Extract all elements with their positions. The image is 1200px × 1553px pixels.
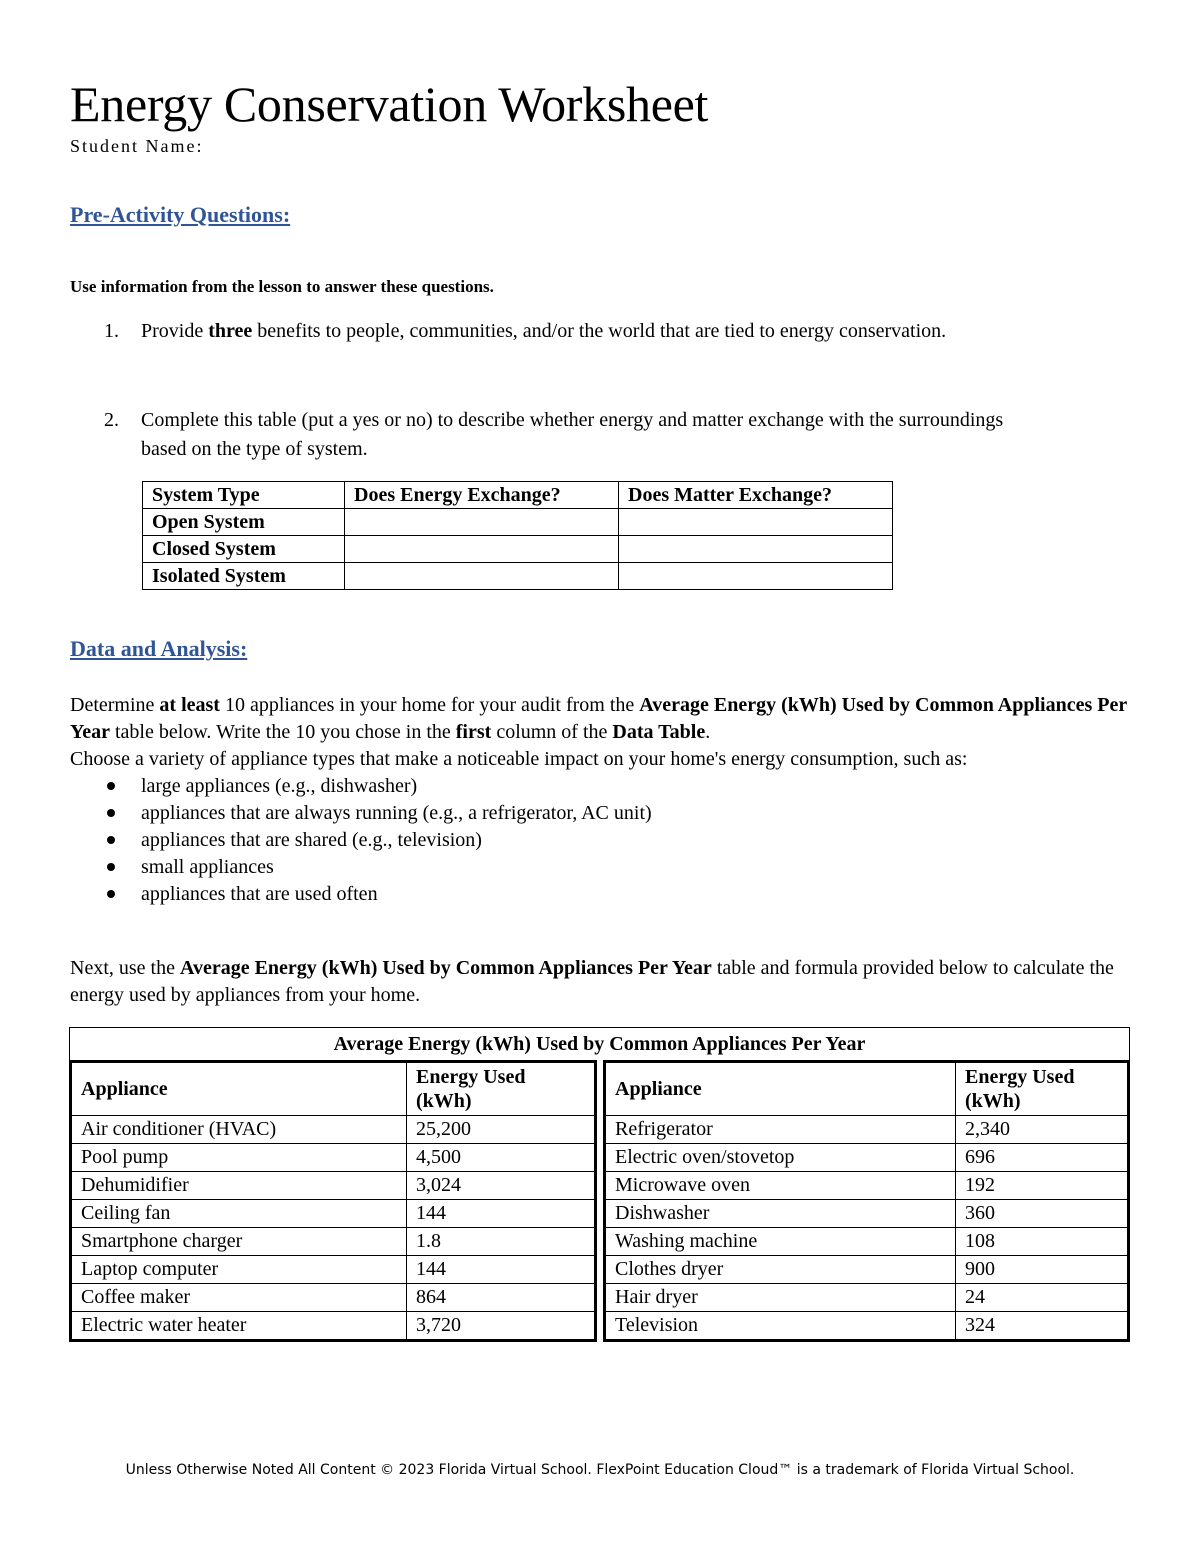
- list-item: appliances that are always running (e.g., a refrigerator, AC unit): [70, 800, 1140, 827]
- instructions-paragraph: Determine at least 10 appliances in your home for your audit from the Average Energy (kWh) Used by Common Appliances Per Year table below. Write the 10 you chose in the first column of the Data Table. Choose a variety of appliance types that make a noticeable impact on your home's energy consumption, such as: large appliances (e.g., dishwasher) appliances that are always running (e.g., a refrigerator, AC unit) appliances that are shared (e.g., television) small appliances appliances that are used often: [70, 692, 1140, 908]
- appliance-column-header: Appliance: [606, 1063, 956, 1116]
- student-name-label: Student Name:: [70, 136, 204, 156]
- system-table-header: System Type: [143, 482, 345, 509]
- system-table-header: Does Matter Exchange?: [619, 482, 893, 509]
- appliance-name: Dishwasher: [606, 1200, 956, 1228]
- appliance-name: Ceiling fan: [72, 1200, 407, 1228]
- appliance-name: Coffee maker: [72, 1284, 407, 1312]
- list-item: appliances that are shared (e.g., television): [70, 827, 1140, 854]
- energy-exchange-answer-cell[interactable]: [345, 536, 619, 563]
- appliance-name: Clothes dryer: [606, 1256, 956, 1284]
- appliance-table-left: [69, 1060, 597, 1342]
- appliance-kwh: 144: [407, 1256, 595, 1284]
- appliance-name: Laptop computer: [72, 1256, 407, 1284]
- question-1: [0, 317, 1200, 347]
- appliance-table-right: [603, 1060, 1130, 1342]
- appliance-name: Hair dryer: [606, 1284, 956, 1312]
- system-type-cell: Isolated System: [143, 563, 345, 590]
- question-2-text: Complete this table (put a yes or no) to describe whether energy and matter exchange with the surroundings based on the type of system.: [141, 409, 1004, 460]
- system-type-table: [142, 481, 893, 590]
- appliance-name: Pool pump: [72, 1144, 407, 1172]
- appliance-kwh: 3,720: [407, 1312, 595, 1340]
- appliance-kwh: 192: [956, 1172, 1128, 1200]
- appliance-name: Refrigerator: [606, 1116, 956, 1144]
- appliance-kwh: 3,024: [407, 1172, 595, 1200]
- appliance-name: Television: [606, 1312, 956, 1340]
- appliance-type-list: [70, 773, 1140, 908]
- system-type-cell: Closed System: [143, 536, 345, 563]
- question-2-number: 2.: [104, 409, 119, 431]
- appliance-table-caption: Average Energy (kWh) Used by Common Appliances Per Year: [69, 1027, 1130, 1060]
- appliance-name: Microwave oven: [606, 1172, 956, 1200]
- question-1-number: 1.: [104, 320, 119, 342]
- system-type-cell: Open System: [143, 509, 345, 536]
- appliance-kwh: 24: [956, 1284, 1128, 1312]
- appliance-kwh: 144: [407, 1200, 595, 1228]
- page-title: Energy Conservation Worksheet: [70, 76, 709, 132]
- appliance-kwh: 864: [407, 1284, 595, 1312]
- list-item: appliances that are used often: [70, 881, 1140, 908]
- appliance-name: Washing machine: [606, 1228, 956, 1256]
- question-1-text: Provide three benefits to people, communities, and/or the world that are tied to energy conservation.: [141, 320, 947, 342]
- energy-exchange-answer-cell[interactable]: [345, 563, 619, 590]
- appliance-kwh: 2,340: [956, 1116, 1128, 1144]
- data-analysis-heading: Data and Analysis:: [70, 636, 248, 661]
- appliance-kwh: 25,200: [407, 1116, 595, 1144]
- appliance-kwh: 108: [956, 1228, 1128, 1256]
- matter-exchange-answer-cell[interactable]: [619, 563, 893, 590]
- copyright-footer: Unless Otherwise Noted All Content © 2023 Florida Virtual School. FlexPoint Education Cloud™ is a trademark of Florida Virtual School.: [125, 1462, 1075, 1478]
- energy-exchange-answer-cell[interactable]: [345, 509, 619, 536]
- appliance-kwh: 900: [956, 1256, 1128, 1284]
- question-2: [0, 406, 1200, 466]
- appliance-name: Electric water heater: [72, 1312, 407, 1340]
- instruction-text: Use information from the lesson to answer these questions.: [70, 277, 494, 296]
- appliance-kwh: 696: [956, 1144, 1128, 1172]
- system-table-header: Does Energy Exchange?: [345, 482, 619, 509]
- appliance-name: Air conditioner (HVAC): [72, 1116, 407, 1144]
- appliance-name: Smartphone charger: [72, 1228, 407, 1256]
- appliance-kwh: 360: [956, 1200, 1128, 1228]
- appliance-column-header: Appliance: [72, 1063, 407, 1116]
- energy-column-header: Energy Used (kWh): [956, 1063, 1128, 1116]
- energy-column-header: Energy Used (kWh): [407, 1063, 595, 1116]
- pre-activity-heading: Pre-Activity Questions:: [70, 202, 291, 227]
- matter-exchange-answer-cell[interactable]: [619, 536, 893, 563]
- list-item: small appliances: [70, 854, 1140, 881]
- list-item: large appliances (e.g., dishwasher): [70, 773, 1140, 800]
- appliance-name: Dehumidifier: [72, 1172, 407, 1200]
- matter-exchange-answer-cell[interactable]: [619, 509, 893, 536]
- appliance-kwh: 324: [956, 1312, 1128, 1340]
- appliance-kwh: 1.8: [407, 1228, 595, 1256]
- next-step-paragraph: Next, use the Average Energy (kWh) Used by Common Appliances Per Year table and formula provided below to calculate the energy used by appliances from your home.: [70, 957, 1114, 1006]
- appliance-kwh: 4,500: [407, 1144, 595, 1172]
- appliance-energy-table: [69, 1027, 1130, 1342]
- appliance-name: Electric oven/stovetop: [606, 1144, 956, 1172]
